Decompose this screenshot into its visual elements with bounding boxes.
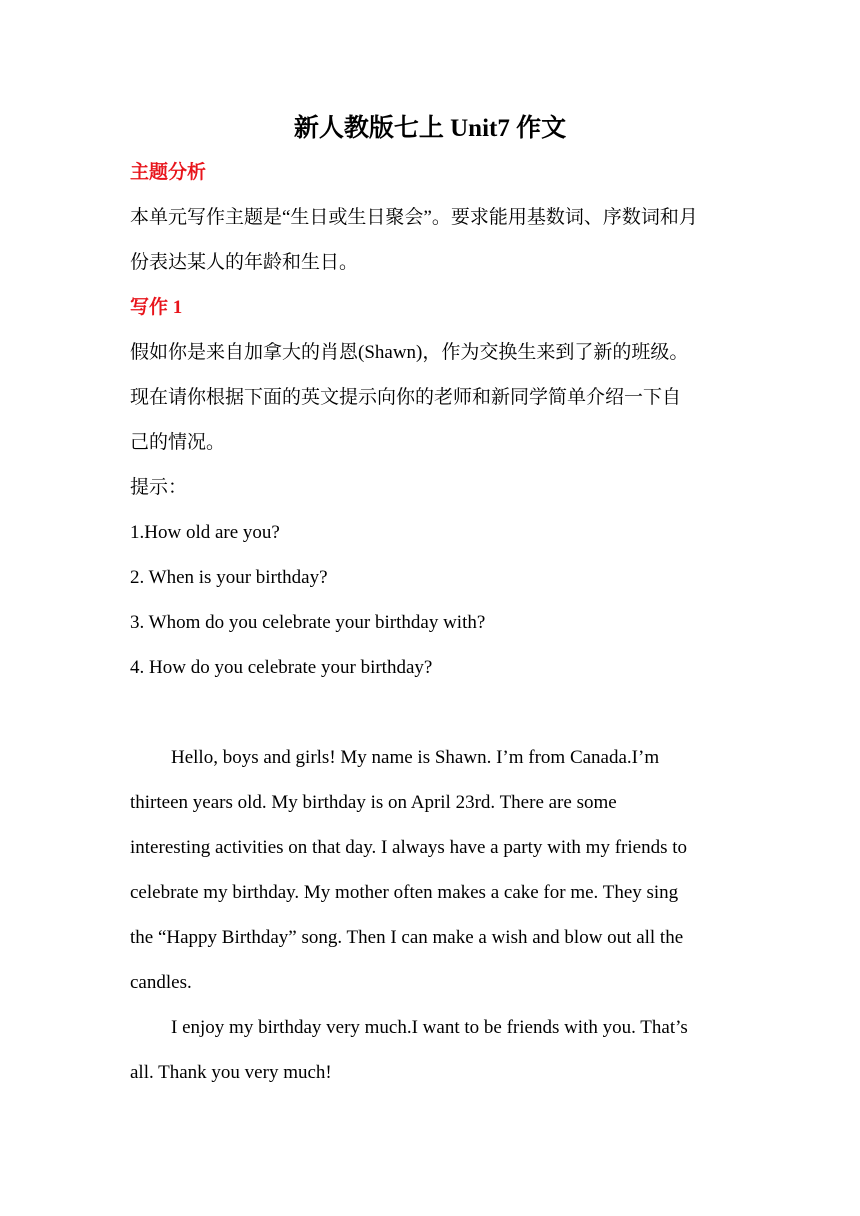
hint-question: 2. When is your birthday? <box>130 567 328 588</box>
essay-line: candles. <box>130 972 192 993</box>
hint-label: 提示： <box>130 477 188 498</box>
prompt-text-line: 现在请你根据下面的英文提示向你的老师和新同学简单介绍一下自 <box>130 387 682 408</box>
analysis-text-line: 本单元写作主题是“生日或生日聚会”。要求能用基数词、序数词和月 <box>130 207 698 228</box>
essay-line: celebrate my birthday. My mother often makes a cake for me. They sing <box>130 882 679 903</box>
hint-question: 4. How do you celebrate your birthday? <box>130 657 433 678</box>
essay-line: I enjoy my birthday very much.I want to be friends with you. That’s <box>171 1017 688 1038</box>
essay-line: all. Thank you very much! <box>130 1062 332 1083</box>
essay-line: the “Happy Birthday” song. Then I can make a wish and blow out all the <box>130 927 684 948</box>
hint-question: 3. Whom do you celebrate your birthday with? <box>130 612 486 633</box>
essay-line: Hello, boys and girls! My name is Shawn. I’m from Canada.I’m <box>171 747 660 768</box>
prompt-text-line: 己的情况。 <box>130 432 226 453</box>
essay-line: interesting activities on that day. I always have a party with my friends to <box>130 837 688 858</box>
section-heading-analysis: 主题分析 <box>130 162 207 183</box>
analysis-text-line: 份表达某人的年龄和生日。 <box>130 252 359 273</box>
prompt-text-line: 假如你是来自加拿大的肖恩(Shawn)，作为交换生来到了新的班级。 <box>130 342 689 363</box>
essay-line: thirteen years old. My birthday is on April 23rd. There are some <box>130 792 617 813</box>
page-title: 新人教版七上 Unit7 作文 <box>293 115 567 142</box>
section-heading-writing-1: 写作 1 <box>130 297 183 318</box>
hint-question: 1.How old are you? <box>130 522 280 543</box>
